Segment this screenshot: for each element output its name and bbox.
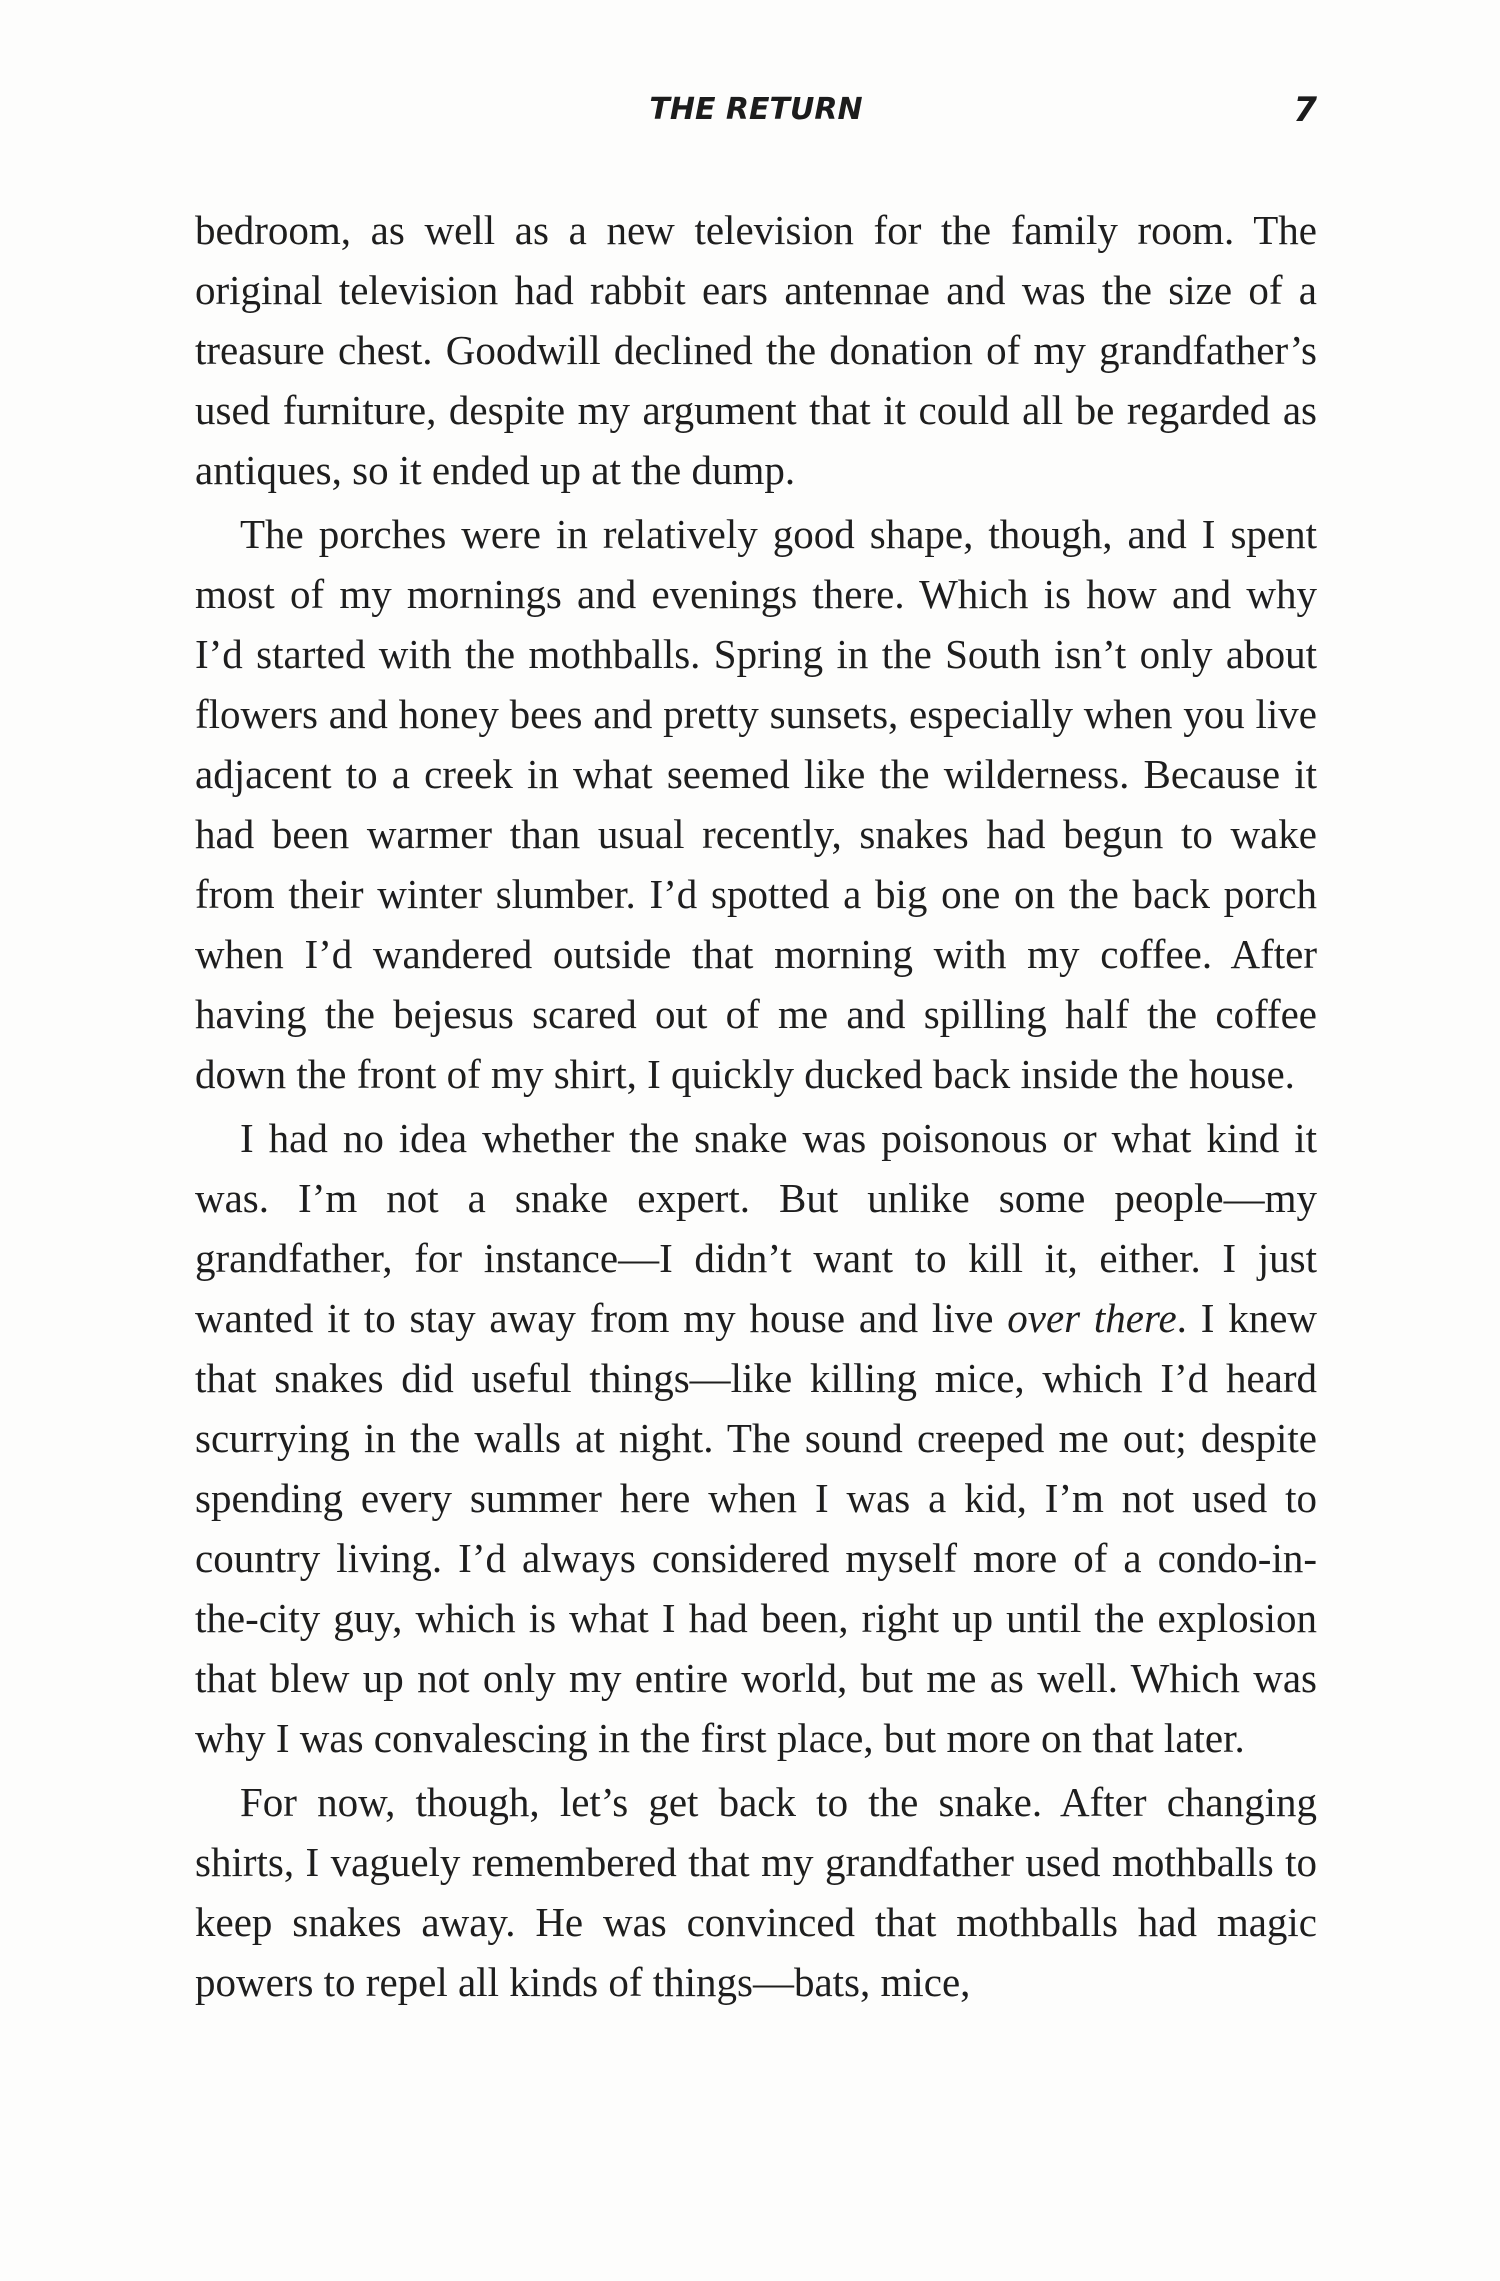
running-header — [195, 92, 1317, 142]
paragraph-1: bedroom, as well as a new television for the family room. The original television had rabbit ears antennae and was the size of a treasure chest. Goodwill declined the donation of my grandfather’s used furniture, despite my argument that it could all be regarded as antiques, so it ended up at the dump. — [195, 207, 1317, 493]
paragraph-4: For now, though, let’s get back to the snake. After changing shirts, I vaguely remembered that my grandfather used mothballs to keep snakes away. He was convinced that mothballs had magic powers to repel all kinds of things—bats, mice, — [195, 1779, 1317, 2005]
page-number: 7 — [1293, 90, 1317, 130]
paragraph-2: The porches were in relatively good shape, though, and I spent most of my mornings and evenings there. Which is how and why I’d started with the mothballs. Spring in the South isn’t only about flowers and honey bees and pretty sunsets, especially when you live adjacent to a creek in what seemed like the wilderness. Because it had been warmer than usual recently, snakes had begun to wake from their winter slumber. I’d spotted a big one on the back porch when I’d wandered outside that morning with my coffee. After having the bejesus scared out of me and spilling half the coffee down the front of my shirt, I quickly ducked back inside the house. — [195, 511, 1317, 1097]
paragraph-3-emphasis: over there — [1007, 1295, 1177, 1341]
paragraph-3 — [195, 1108, 1317, 1768]
running-title: THE RETURN — [649, 92, 863, 127]
paragraph-3-text-after: . I knew that snakes did useful things—like killing mice, which I’d heard scurrying in the walls at night. The sound creeped me out; despite spending every summer here when I was a kid, I’m not used to country living. I’d always considered myself more of a condo-in-the-city guy, which is what I had been, right up until the explosion that blew up not only my entire world, but me as well. Which was why I was convalescing in the first place, but more on that later. — [195, 1295, 1318, 1761]
body-text — [195, 200, 1317, 2012]
paragraph-3-text-before: I had no idea whether the snake was poisonous or what kind it was. I’m not a snake expert. But unlike some people—my grandfather, for instance—I didn’t want to kill it, either. I just wanted it to stay away from my house and live — [195, 1115, 1317, 1341]
